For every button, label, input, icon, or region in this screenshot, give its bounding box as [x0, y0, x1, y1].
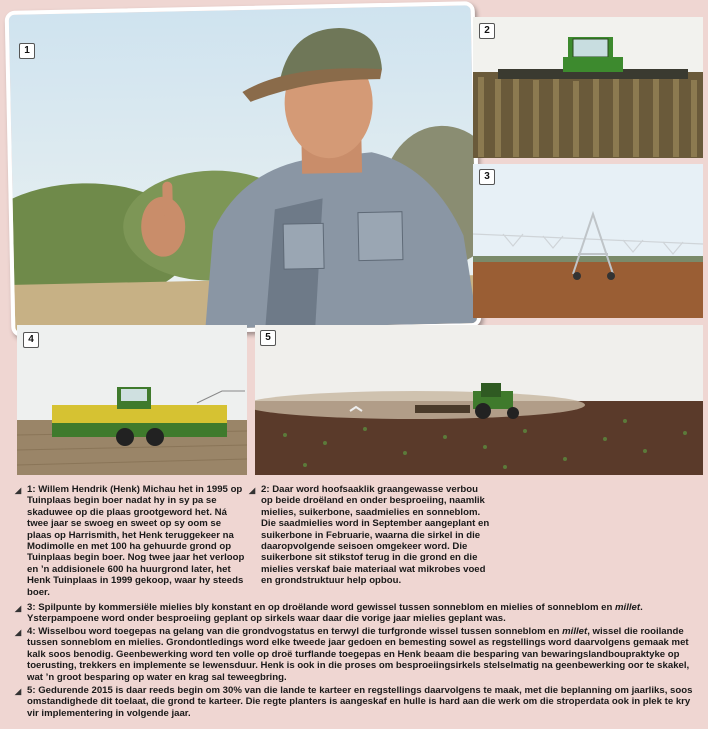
caption-4-text-a: 4: Wisselbou word toegepas na gelang van die grondvogstatus en terwyl die turfgronde wissel tussen sonneblom en	[27, 626, 563, 637]
caption-marker-icon: ◢	[15, 604, 22, 613]
caption-4-text-b: , wissel die rooilande tussen sonneblom en mielies. Grondontledings word elke tweede jaar gedoen en bemesting sowel as regstellings word daarvolgens gemaak met kalk soos benodig. Geenbewerking word ten volle op droë turflande toegepas en Henk beaam die besparing van bewaringslandboupraktyke op toerusting, trekkers en implemente se lewensduur. Henk is ook in die proses om besproeiingsirkels stelselmatig na geenbewerking oor te skakel, wat ’n groot besparing op water en krag sal teweegbring.	[27, 626, 690, 683]
caption-3-emphasis: millet	[615, 602, 641, 613]
caption-5	[15, 685, 703, 719]
caption-1	[15, 484, 247, 598]
caption-marker-icon: ◢	[15, 486, 22, 495]
caption-marker-icon: ◢	[249, 486, 256, 495]
portrait-image	[9, 5, 478, 333]
caption-4-emphasis: millet	[562, 626, 588, 637]
caption-marker-icon: ◢	[15, 687, 22, 696]
caption-2	[249, 484, 491, 587]
photo-combine-harvester	[473, 17, 703, 158]
caption-4	[15, 626, 703, 683]
photo-planter	[17, 325, 247, 475]
caption-marker-icon: ◢	[15, 628, 22, 637]
caption-3	[15, 602, 703, 625]
photo-number-4: 4	[23, 332, 39, 348]
combine-harvester-image	[473, 17, 703, 158]
planter-image	[17, 325, 247, 475]
photo-center-pivot	[473, 164, 703, 318]
center-pivot-image	[473, 164, 703, 318]
photo-tractor-field	[255, 325, 703, 475]
tractor-field-image	[255, 325, 703, 475]
caption-3-text-b: . Ysterpampoene word onder besproeiing geplant op sirkels waar daar die vorige jaar mielies geplant was.	[27, 602, 643, 625]
caption-5-text: 5: Gedurende 2015 is daar reeds begin om 30% van die lande te karteer en regstellings daarvolgens te maak, met die beplanning om jaarliks, soos omstandighede dit toelaat, die grond te karteer. Die regte planters is aangeskaf en hulle is hard aan die werk om die stroperdata ook in plek te kry vir implementering in volgende jaar.	[27, 685, 693, 719]
photo-number-5: 5	[260, 330, 276, 346]
photo-number-1: 1	[19, 43, 35, 59]
caption-1-text: 1: Willem Hendrik (Henk) Michau het in 1995 op Tuinplaas begin boer nadat hy in sy pa se skaduwee op die plaas grootgeword het. Ná twee jaar se swoeg en sweet op sy oom se plaas op Harrismith, het Henk teruggekeer na Modimolle en met 100 ha gehuurde grond op Tuinplaas begin boer. Nog twee jaar het verloop en ’n addisionele 600 ha huurgrond later, het Henk Tuinplaas in 1999 gekoop, waar hy steeds boer.	[27, 484, 245, 598]
photo-number-3: 3	[479, 169, 495, 185]
caption-3-text-a: 3: Spilpunte by kommersiële mielies bly konstant en op droëlande word gewissel tussen sonneblom en mielies of sonneblom en	[27, 602, 616, 613]
photo-portrait	[5, 1, 482, 337]
photo-number-2: 2	[479, 23, 495, 39]
caption-2-text: 2: Daar word hoofsaaklik graangewasse verbou op beide droëland en onder besproeiing, naamlik mielies, suikerbone, saadmielies en sonneblom. Die saadmielies word in September aangeplant en suikerbone in Februarie, waarna die sirkel in die daaropvolgende seisoen omgekeer word. Die suikerbone sit stikstof terug in die grond en die mielies verskaf baie materiaal wat mikrobes voed en grondstruktuur help opbou.	[261, 484, 490, 587]
